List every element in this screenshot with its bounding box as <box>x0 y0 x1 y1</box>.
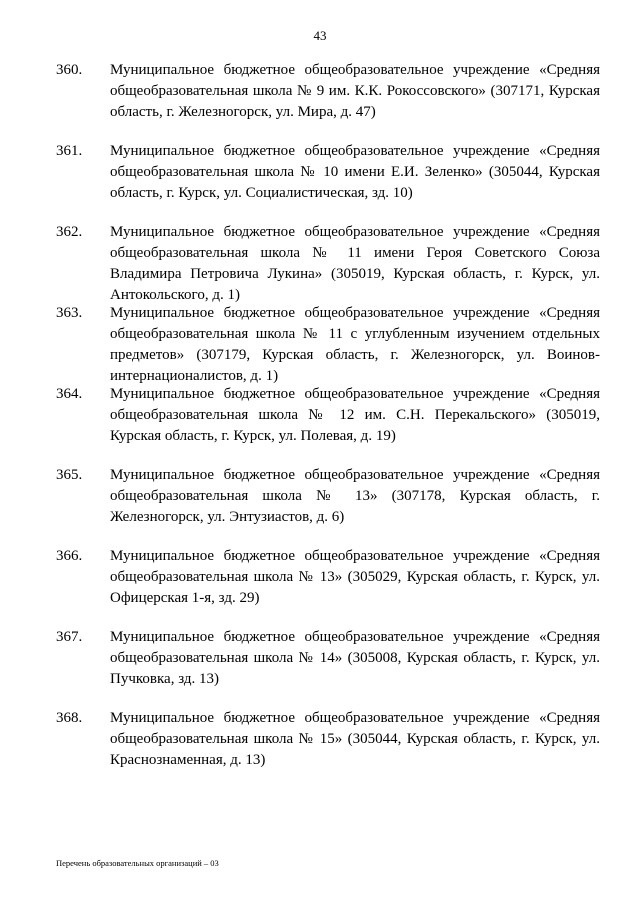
entry-text: Муниципальное бюджетное общеобразовательное учреждение «Средняя общеобразовательная школа № 13» (305029, Курская область, г. Курск, ул. Офицерская 1-я, зд. 29) <box>110 548 600 606</box>
list-item <box>0 463 640 544</box>
entry-text: Муниципальное бюджетное общеобразовательное учреждение «Средняя общеобразовательная школа № 15» (305044, Курская область, г. Курск, ул. Краснознаменная, д. 13) <box>110 710 600 768</box>
entry-number: 362. <box>56 224 83 240</box>
entry-number: 361. <box>56 143 83 159</box>
entry-number: 360. <box>56 62 83 78</box>
entry-number: 365. <box>56 467 83 483</box>
entry-text: Муниципальное бюджетное общеобразовательное учреждение «Средняя общеобразовательная школа № 11 имени Героя Советского Союза Владимира Петровича Лукина» (305019, Курская область, г. Курск, ул. Антокольского, д. 1) <box>110 224 600 303</box>
entry-number: 368. <box>56 710 83 726</box>
entry-text: Муниципальное бюджетное общеобразовательное учреждение «Средняя общеобразовательная школа № 14» (305008, Курская область, г. Курск, ул. Пучковка, зд. 13) <box>110 629 600 687</box>
entry-text: Муниципальное бюджетное общеобразовательное учреждение «Средняя общеобразовательная школа № 11 с углубленным изучением отдельных предметов» (307179, Курская область, г. Железногорск, ул. Воинов-интернационалистов, д. 1) <box>110 305 600 384</box>
organization-list <box>0 58 640 787</box>
entry-number: 363. <box>56 305 83 321</box>
page-number: 43 <box>313 28 327 43</box>
list-item <box>0 220 640 301</box>
list-item <box>0 625 640 706</box>
list-item <box>0 301 640 382</box>
entry-number: 367. <box>56 629 83 645</box>
entry-number: 366. <box>56 548 83 564</box>
list-item <box>0 706 640 787</box>
entry-number: 364. <box>56 386 83 402</box>
list-item <box>0 58 640 139</box>
entry-text: Муниципальное бюджетное общеобразовательное учреждение «Средняя общеобразовательная школа № 12 им. С.Н. Перекальского» (305019, Курская область, г. Курск, ул. Полевая, д. 19) <box>110 386 600 444</box>
entry-text: Муниципальное бюджетное общеобразовательное учреждение «Средняя общеобразовательная школа № 10 имени Е.И. Зеленко» (305044, Курская область, г. Курск, ул. Социалистическая, зд. 10) <box>110 143 600 201</box>
page-footer: Перечень образовательных организаций – 03 <box>56 858 219 868</box>
list-item <box>0 544 640 625</box>
entry-text: Муниципальное бюджетное общеобразовательное учреждение «Средняя общеобразовательная школа № 9 им. К.К. Рокоссовского» (307171, Курская область, г. Железногорск, ул. Мира, д. 47) <box>110 62 600 120</box>
entry-text: Муниципальное бюджетное общеобразовательное учреждение «Средняя общеобразовательная школа № 13» (307178, Курская область, г. Железногорск, ул. Энтузиастов, д. 6) <box>110 467 600 525</box>
list-item <box>0 382 640 463</box>
list-item <box>0 139 640 220</box>
